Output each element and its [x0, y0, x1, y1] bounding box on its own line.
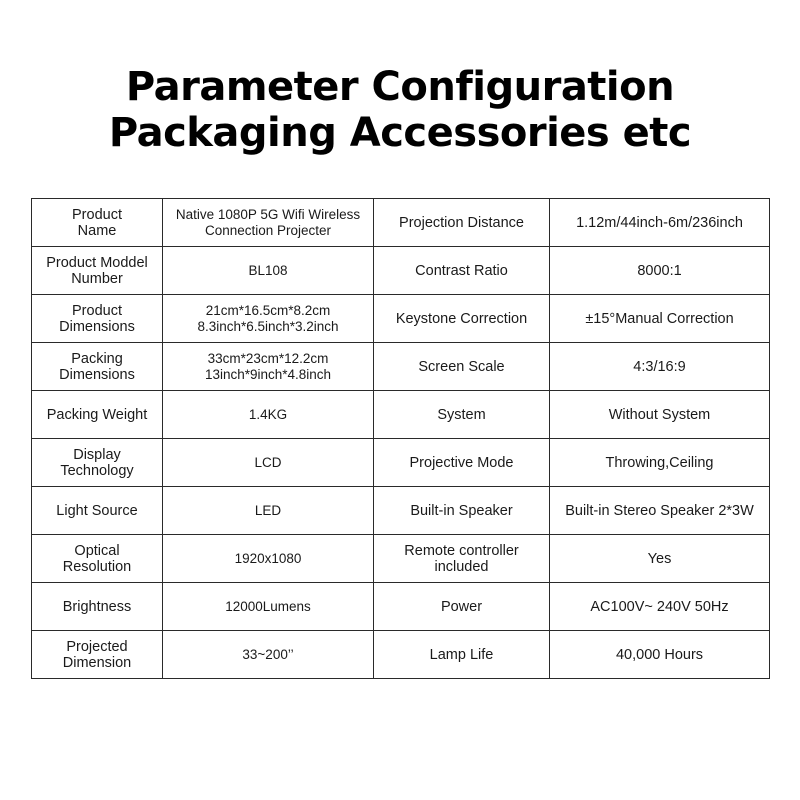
table-row [32, 391, 770, 439]
param-value: 8000:1 [550, 247, 770, 295]
table-row [32, 295, 770, 343]
param-label: Remote controller included [374, 535, 550, 583]
page-title [0, 64, 800, 156]
param-label: Product Moddel Number [32, 247, 163, 295]
table-row [32, 439, 770, 487]
param-label: Keystone Correction [374, 295, 550, 343]
param-label: Optical Resolution [32, 535, 163, 583]
param-value: 1.4KG [163, 391, 374, 439]
param-value: Built-in Stereo Speaker 2*3W [550, 487, 770, 535]
param-value: 33~200’’ [163, 631, 374, 679]
param-value: Yes [550, 535, 770, 583]
param-value: BL108 [163, 247, 374, 295]
param-value: 40,000 Hours [550, 631, 770, 679]
param-value: 21cm*16.5cm*8.2cm 8.3inch*6.5inch*3.2inch [163, 295, 374, 343]
table-row [32, 631, 770, 679]
param-value: 33cm*23cm*12.2cm 13inch*9inch*4.8inch [163, 343, 374, 391]
param-label: Built-in Speaker [374, 487, 550, 535]
param-value: Without System [550, 391, 770, 439]
param-value: AC100V~ 240V 50Hz [550, 583, 770, 631]
param-value: LED [163, 487, 374, 535]
param-label: Product Dimensions [32, 295, 163, 343]
param-label: Projective Mode [374, 439, 550, 487]
param-label: Display Technology [32, 439, 163, 487]
param-label: Lamp Life [374, 631, 550, 679]
param-label: System [374, 391, 550, 439]
param-label: Packing Dimensions [32, 343, 163, 391]
param-value: Throwing,Ceiling [550, 439, 770, 487]
spec-table [31, 198, 770, 679]
param-label: Projection Distance [374, 199, 550, 247]
table-row [32, 199, 770, 247]
param-value: 1.12m/44inch-6m/236inch [550, 199, 770, 247]
title-line-1: Parameter Configuration [125, 64, 675, 110]
title-line-2: Packaging Accessories etc [108, 110, 692, 156]
param-label: Product Name [32, 199, 163, 247]
param-label: Projected Dimension [32, 631, 163, 679]
table-row [32, 583, 770, 631]
param-label: Screen Scale [374, 343, 550, 391]
table-row [32, 247, 770, 295]
param-value: 4:3/16:9 [550, 343, 770, 391]
table-row [32, 535, 770, 583]
table-row [32, 343, 770, 391]
param-value: LCD [163, 439, 374, 487]
table-row [32, 487, 770, 535]
param-label: Packing Weight [32, 391, 163, 439]
param-value: 12000Lumens [163, 583, 374, 631]
param-label: Power [374, 583, 550, 631]
param-label: Brightness [32, 583, 163, 631]
param-label: Contrast Ratio [374, 247, 550, 295]
param-value: Native 1080P 5G Wifi Wireless Connection Projecter [163, 199, 374, 247]
param-value: ±15°Manual Correction [550, 295, 770, 343]
param-value: 1920x1080 [163, 535, 374, 583]
param-label: Light Source [32, 487, 163, 535]
